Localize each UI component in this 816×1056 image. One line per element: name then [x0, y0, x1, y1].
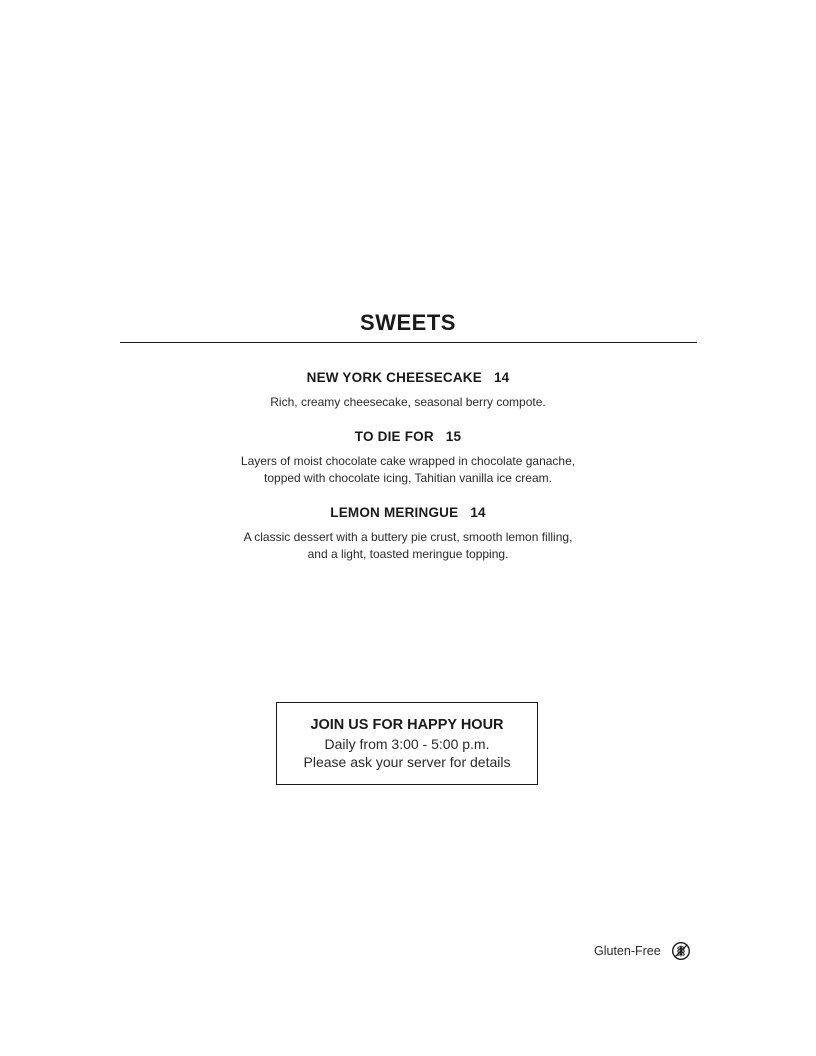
menu-item-price: 15: [445, 429, 462, 444]
happy-hour-title: JOIN US FOR HAPPY HOUR: [310, 717, 504, 733]
menu-item-heading: [0, 368, 816, 388]
menu-item-name: TO DIE FOR: [354, 429, 434, 444]
menu-item-description: [208, 529, 608, 563]
menu-item-name: NEW YORK CHEESECAKE: [306, 370, 482, 385]
menu-item-price: 14: [470, 505, 486, 520]
menu-item-description: [208, 394, 608, 411]
dietary-legend: [594, 940, 691, 962]
section-divider: [120, 342, 697, 343]
menu-item: [0, 427, 816, 487]
menu-item-description-line: A classic dessert with a buttery pie crust, smooth lemon filling,: [243, 530, 573, 544]
menu-item-heading: [0, 503, 816, 523]
menu-item-description-line: topped with chocolate icing, Tahitian vanilla ice cream.: [264, 471, 552, 485]
menu-item-heading: [0, 427, 816, 447]
happy-hour-schedule: Daily from 3:00 - 5:00 p.m.: [324, 736, 490, 752]
menu-item: [0, 503, 816, 563]
menu-item-price: 14: [493, 370, 510, 385]
happy-hour-box: [276, 702, 538, 785]
menu-item-name: LEMON MERINGUE: [330, 505, 459, 520]
menu-item-description-line: Layers of moist chocolate cake wrapped in chocolate ganache,: [240, 454, 576, 468]
menu-item: [0, 368, 816, 411]
section-title: SWEETS: [360, 310, 456, 335]
menu-item-description-line: Rich, creamy cheesecake, seasonal berry compote.: [270, 395, 546, 409]
legend-label: Gluten-Free: [594, 944, 661, 958]
menu-item-description: [208, 453, 608, 487]
gluten-free-icon: [671, 941, 691, 961]
menu-item-description-line: and a light, toasted meringue topping.: [307, 547, 509, 561]
happy-hour-note: Please ask your server for details: [303, 754, 511, 770]
menu-list: [0, 368, 816, 579]
